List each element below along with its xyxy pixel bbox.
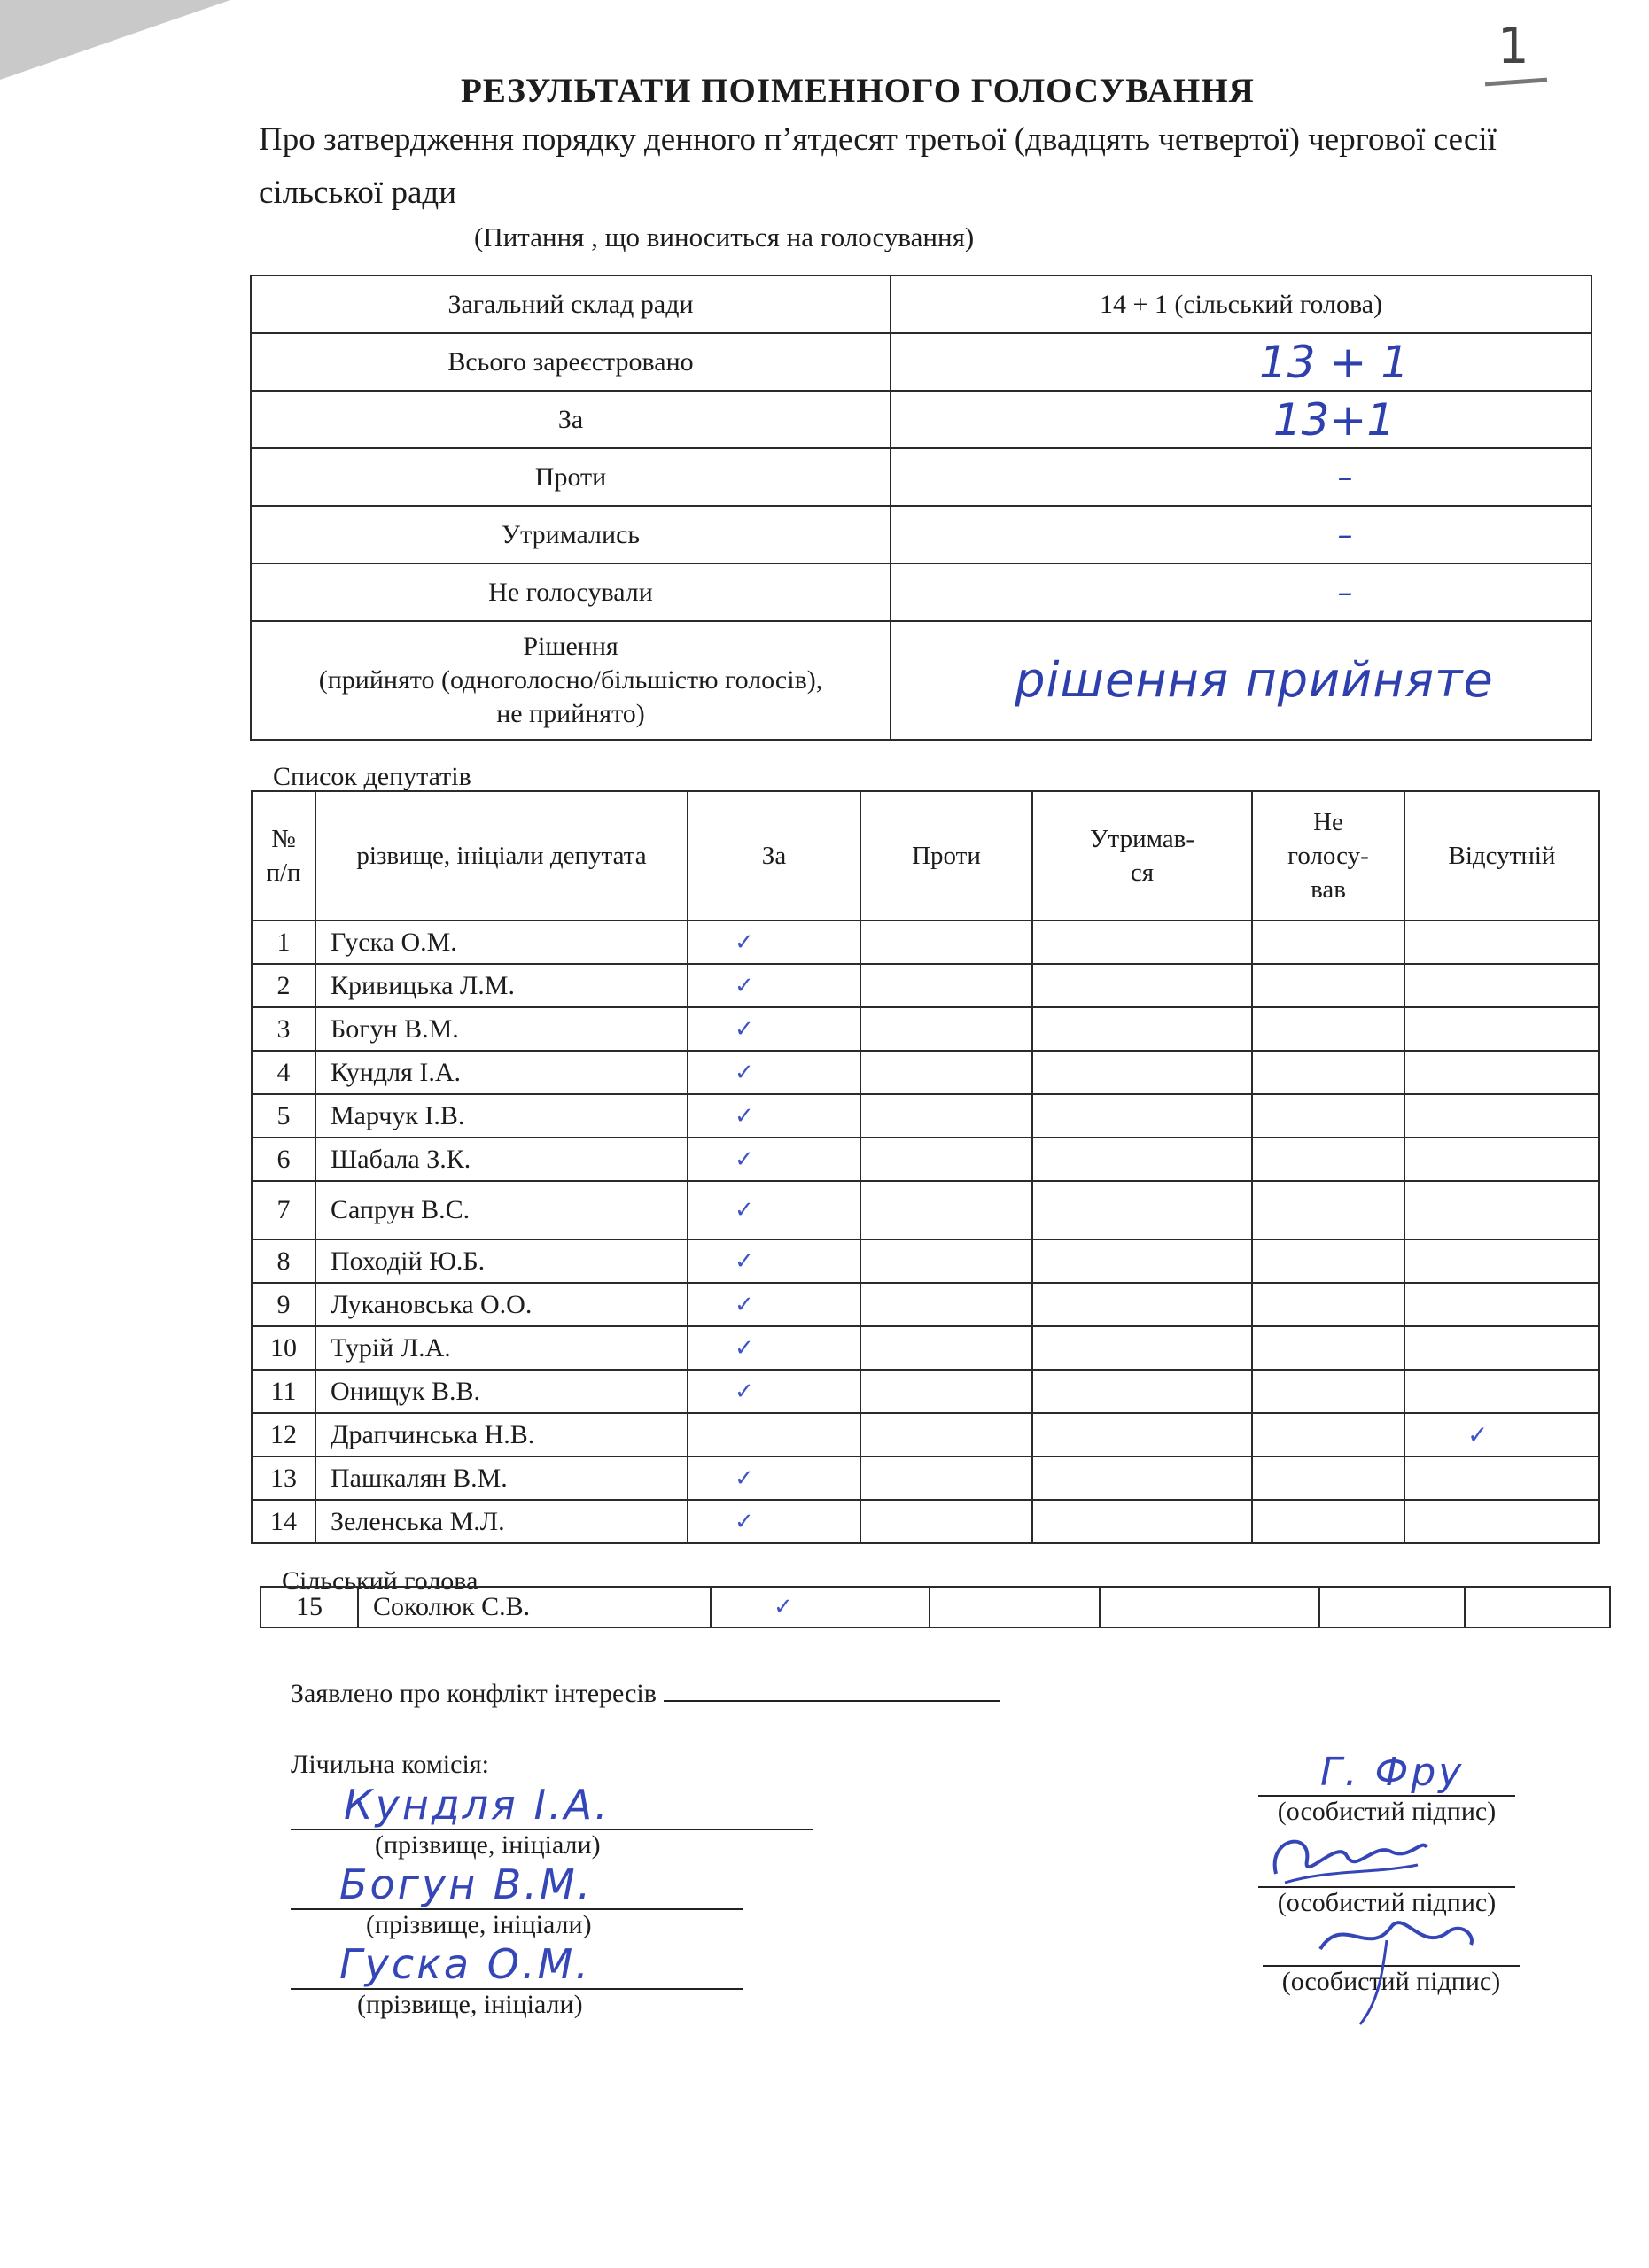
absent-check — [1404, 920, 1599, 964]
vote-not-voted-cell — [1252, 1239, 1404, 1283]
vote-for-check — [688, 1413, 860, 1456]
header-against: Проти — [860, 791, 1032, 920]
vote-abstained-cell — [1032, 1283, 1252, 1326]
decision-label-line-3: не прийнято) — [496, 699, 645, 728]
absent-check — [1404, 1181, 1599, 1239]
decision-label — [251, 621, 891, 740]
vote-against-cell — [860, 1500, 1032, 1543]
header-abstained-line-1: Утримав- — [1090, 825, 1194, 853]
vote-abstained-cell — [1100, 1587, 1319, 1627]
against-label: Проти — [251, 448, 891, 506]
signature-caption: (особистий підпис) — [1281, 1967, 1501, 1996]
name-caption: (прізвище, ініціали) — [366, 1910, 592, 1939]
abstained-value: – — [891, 506, 1591, 563]
vote-against-cell — [860, 1326, 1032, 1370]
summary-table — [250, 275, 1592, 741]
vote-not-voted-cell — [1252, 1500, 1404, 1543]
table-row — [252, 1370, 1599, 1413]
vote-abstained-cell — [1032, 1500, 1252, 1543]
vote-abstained-cell — [1032, 1094, 1252, 1138]
decision-value: рішення прийняте — [891, 621, 1591, 740]
vote-against-cell — [860, 1094, 1032, 1138]
vote-for-check: ✓ — [688, 1181, 860, 1239]
header-not-voted-line-3: вав — [1311, 875, 1346, 904]
deputy-name: Походій Ю.Б. — [315, 1239, 688, 1283]
vote-not-voted-cell — [1252, 1138, 1404, 1181]
table-row — [252, 1051, 1599, 1094]
page-number: 1 — [1497, 18, 1529, 75]
absent-cell — [1465, 1587, 1610, 1627]
village-head-label: Сільський голова — [282, 1566, 478, 1596]
row-number: 8 — [252, 1239, 315, 1283]
vote-not-voted-cell — [1252, 1283, 1404, 1326]
table-row — [252, 1239, 1599, 1283]
deputy-name: Пашкалян В.М. — [315, 1456, 688, 1500]
deputy-name: Кривицька Л.М. — [315, 964, 688, 1007]
table-row — [252, 1094, 1599, 1138]
vote-against-cell — [860, 1051, 1032, 1094]
for-value: 13+1 — [891, 391, 1591, 448]
commission-member-1 — [291, 1781, 813, 1860]
vote-for-check: ✓ — [688, 1138, 860, 1181]
name-caption: (прізвище, ініціали) — [357, 1990, 583, 2019]
absent-check — [1404, 1456, 1599, 1500]
not-voted-value: – — [891, 563, 1591, 621]
voting-subject: Про затвердження порядку денного п’ятдесят третьої (двадцять четвертої) чергової сесії сільської ради — [259, 121, 1497, 211]
name-caption: (прізвище, ініціали) — [375, 1830, 601, 1860]
vote-abstained-cell — [1032, 1370, 1252, 1413]
signature-scribble — [1307, 1905, 1484, 2029]
vote-abstained-cell — [1032, 1138, 1252, 1181]
vote-for-check: ✓ — [688, 1051, 860, 1094]
vote-abstained-cell — [1032, 1326, 1252, 1370]
deputies-header-row — [252, 791, 1599, 920]
vote-not-voted-cell — [1252, 964, 1404, 1007]
table-row — [252, 964, 1599, 1007]
subject-caption: (Питання , що виноситься на голосування) — [474, 221, 975, 252]
vote-abstained-cell — [1032, 1456, 1252, 1500]
total-label: Загальний склад ради — [251, 276, 891, 333]
table-row — [252, 1500, 1599, 1543]
vote-abstained-cell — [1032, 1181, 1252, 1239]
absent-check — [1404, 1370, 1599, 1413]
conflict-of-interest — [291, 1679, 1000, 1709]
vote-abstained-cell — [1032, 920, 1252, 964]
row-number: 2 — [252, 964, 315, 1007]
vote-abstained-cell — [1032, 1413, 1252, 1456]
deputies-list-label: Список депутатів — [273, 762, 471, 791]
deputy-name: Гуска О.М. — [315, 920, 688, 964]
vote-not-voted-cell — [1252, 1181, 1404, 1239]
signature-caption: (особистий підпис) — [1277, 1888, 1497, 1917]
deputies-rows — [252, 920, 1599, 1543]
deputy-name: Соколюк С.В. — [358, 1587, 711, 1627]
row-number: 4 — [252, 1051, 315, 1094]
decision-label-line-2: (прийнято (одноголосно/більшістю голосів), — [318, 665, 823, 695]
vote-for-check: ✓ — [688, 964, 860, 1007]
header-not-voted — [1252, 791, 1404, 920]
absent-check — [1404, 1283, 1599, 1326]
header-num-line-2: п/п — [266, 858, 301, 887]
for-label: За — [251, 391, 891, 448]
vote-against-cell — [860, 1370, 1032, 1413]
village-head-row — [261, 1587, 1610, 1627]
deputy-name: Лукановська О.О. — [315, 1283, 688, 1326]
absent-check — [1404, 1007, 1599, 1051]
absent-check — [1404, 1051, 1599, 1094]
deputy-name: Кундля І.А. — [315, 1051, 688, 1094]
absent-check — [1404, 1326, 1599, 1370]
header-num-line-1: № — [271, 825, 296, 853]
vote-for-check: ✓ — [688, 1500, 860, 1543]
against-value: – — [891, 448, 1591, 506]
folded-corner — [0, 0, 230, 80]
vote-against-cell — [860, 1283, 1032, 1326]
commission-member-2 — [291, 1860, 743, 1940]
personal-signature-3 — [1263, 1922, 1520, 1997]
absent-check — [1404, 1094, 1599, 1138]
header-num — [252, 791, 315, 920]
member-name-handwritten: Кундля І.А. — [344, 1781, 611, 1829]
vote-not-voted-cell — [1252, 1456, 1404, 1500]
absent-check — [1404, 1239, 1599, 1283]
row-number: 7 — [252, 1181, 315, 1239]
deputy-name: Шабала З.К. — [315, 1138, 688, 1181]
summary-row-not-voted — [251, 563, 1591, 621]
vote-against-cell — [860, 964, 1032, 1007]
vote-not-voted-cell — [1252, 1413, 1404, 1456]
vote-against-cell — [860, 1413, 1032, 1456]
vote-for-check: ✓ — [711, 1587, 930, 1627]
vote-for-check: ✓ — [688, 920, 860, 964]
vote-against-cell — [860, 1138, 1032, 1181]
header-for: За — [688, 791, 860, 920]
vote-against-cell — [860, 920, 1032, 964]
deputy-name: Сапрун В.С. — [315, 1181, 688, 1239]
row-number: 3 — [252, 1007, 315, 1051]
summary-row-abstained — [251, 506, 1591, 563]
decision-label-line-1: Рішення — [523, 632, 618, 661]
vote-for-check: ✓ — [688, 1094, 860, 1138]
deputy-name: Богун В.М. — [315, 1007, 688, 1051]
vote-against-cell — [860, 1456, 1032, 1500]
abstained-label: Утримались — [251, 506, 891, 563]
vote-against-cell — [930, 1587, 1100, 1627]
total-value: 14 + 1 (сільський голова) — [891, 276, 1591, 333]
header-name: різвище, ініціали депутата — [315, 791, 688, 920]
table-row — [252, 920, 1599, 964]
deputy-name: Онищук В.В. — [315, 1370, 688, 1413]
absent-check — [1404, 1500, 1599, 1543]
vote-not-voted-cell — [1252, 1007, 1404, 1051]
personal-signature-1 — [1258, 1750, 1515, 1827]
summary-row-decision — [251, 621, 1591, 740]
conflict-blank-line — [664, 1679, 1000, 1702]
vote-not-voted-cell — [1252, 1094, 1404, 1138]
deputy-name: Турій Л.А. — [315, 1326, 688, 1370]
row-number: 13 — [252, 1456, 315, 1500]
vote-not-voted-cell — [1252, 1051, 1404, 1094]
document-title: РЕЗУЛЬТАТИ ПОІМЕННОГО ГОЛОСУВАННЯ — [461, 72, 1255, 110]
absent-check — [1404, 1138, 1599, 1181]
header-not-voted-line-2: голосу- — [1287, 842, 1369, 870]
signature-caption: (особистий підпис) — [1277, 1797, 1497, 1826]
absent-check: ✓ — [1404, 1413, 1599, 1456]
table-row — [252, 1181, 1599, 1239]
vote-against-cell — [860, 1181, 1032, 1239]
row-number: 12 — [252, 1413, 315, 1456]
table-row — [252, 1138, 1599, 1181]
commission-member-3 — [291, 1940, 743, 2020]
vote-for-check: ✓ — [688, 1007, 860, 1051]
summary-row-total — [251, 276, 1591, 333]
table-row — [252, 1413, 1599, 1456]
counting-commission-label: Лічильна комісія: — [291, 1750, 489, 1779]
row-number: 1 — [252, 920, 315, 964]
absent-check — [1404, 964, 1599, 1007]
row-number: 14 — [252, 1500, 315, 1543]
vote-for-check: ✓ — [688, 1326, 860, 1370]
village-head-table — [260, 1586, 1611, 1628]
row-number: 10 — [252, 1326, 315, 1370]
row-number: 5 — [252, 1094, 315, 1138]
row-number: 11 — [252, 1370, 315, 1413]
vote-not-voted-cell — [1252, 920, 1404, 964]
row-number: 9 — [252, 1283, 315, 1326]
registered-value: 13 + 1 — [891, 333, 1591, 391]
table-row — [252, 1326, 1599, 1370]
deputy-name: Зеленська М.Л. — [315, 1500, 688, 1543]
conflict-label: Заявлено про конфлікт інтересів — [291, 1679, 657, 1708]
vote-against-cell — [860, 1239, 1032, 1283]
table-row — [252, 1007, 1599, 1051]
signature-handwritten: Г. Фру — [1320, 1750, 1465, 1795]
header-absent: Відсутній — [1404, 791, 1599, 920]
vote-not-voted-cell — [1252, 1370, 1404, 1413]
vote-for-check: ✓ — [688, 1370, 860, 1413]
vote-not-voted-cell — [1319, 1587, 1465, 1627]
vote-abstained-cell — [1032, 1051, 1252, 1094]
row-number: 6 — [252, 1138, 315, 1181]
vote-for-check: ✓ — [688, 1283, 860, 1326]
vote-abstained-cell — [1032, 964, 1252, 1007]
not-voted-label: Не голосували — [251, 563, 891, 621]
vote-abstained-cell — [1032, 1007, 1252, 1051]
table-row — [252, 1456, 1599, 1500]
summary-row-registered — [251, 333, 1591, 391]
table-row — [252, 1283, 1599, 1326]
signature-scribble — [1258, 1821, 1435, 1900]
row-number: 15 — [261, 1587, 358, 1627]
header-abstained-line-2: ся — [1130, 858, 1155, 887]
registered-label: Всього зареєстровано — [251, 333, 891, 391]
deputy-name: Марчук І.В. — [315, 1094, 688, 1138]
vote-abstained-cell — [1032, 1239, 1252, 1283]
summary-row-against — [251, 448, 1591, 506]
member-name-handwritten: Гуска О.М. — [339, 1940, 591, 1988]
vote-against-cell — [860, 1007, 1032, 1051]
summary-row-for — [251, 391, 1591, 448]
vote-not-voted-cell — [1252, 1326, 1404, 1370]
deputy-name: Драпчинська Н.В. — [315, 1413, 688, 1456]
member-name-handwritten: Богун В.М. — [339, 1860, 594, 1908]
deputies-table — [251, 790, 1600, 1544]
header-abstained — [1032, 791, 1252, 920]
header-not-voted-line-1: Не — [1313, 808, 1343, 836]
vote-for-check: ✓ — [688, 1239, 860, 1283]
vote-for-check: ✓ — [688, 1456, 860, 1500]
